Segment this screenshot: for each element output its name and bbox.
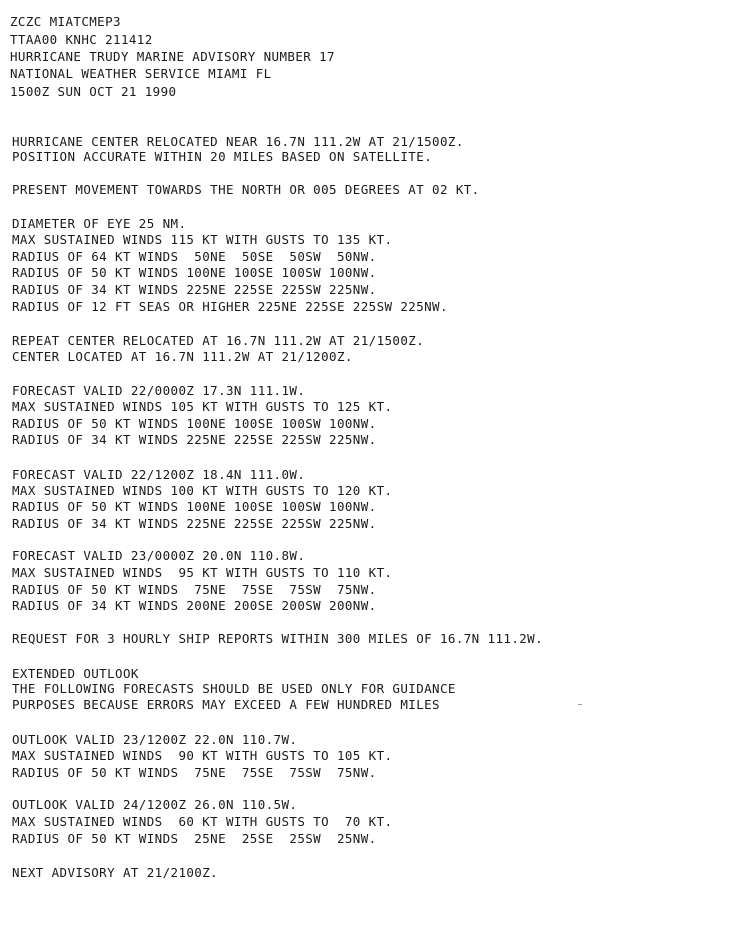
forecast-1-line-4: RADIUS OF 34 KT WINDS 225NE 225SE 225SW 225NW. bbox=[12, 432, 377, 447]
forecast-3-line-3: RADIUS OF 50 KT WINDS 75NE 75SE 75SW 75NW. bbox=[12, 582, 377, 597]
outlook-1-line-3: RADIUS OF 50 KT WINDS 75NE 75SE 75SW 75NW. bbox=[12, 765, 377, 780]
forecast-2-line-2: MAX SUSTAINED WINDS 100 KT WITH GUSTS TO 120 KT. bbox=[12, 483, 393, 498]
forecast-3-line-2: MAX SUSTAINED WINDS 95 KT WITH GUSTS TO 110 KT. bbox=[12, 565, 393, 580]
current-line-5: RADIUS OF 34 KT WINDS 225NE 225SE 225SW 225NW. bbox=[12, 282, 377, 297]
outlook-2-line-1: OUTLOOK VALID 24/1200Z 26.0N 110.5W. bbox=[12, 797, 298, 812]
repeat-line-2: CENTER LOCATED AT 16.7N 111.2W AT 21/1200Z. bbox=[12, 349, 353, 364]
ship-report-request: REQUEST FOR 3 HOURLY SHIP REPORTS WITHIN 300 MILES OF 16.7N 111.2W. bbox=[12, 631, 544, 646]
outlook-2-line-3: RADIUS OF 50 KT WINDS 25NE 25SE 25SW 25NW. bbox=[12, 831, 377, 846]
current-line-6: RADIUS OF 12 FT SEAS OR HIGHER 225NE 225SE 225SW 225NW. bbox=[12, 299, 448, 314]
outlook-1-line-2: MAX SUSTAINED WINDS 90 KT WITH GUSTS TO 105 KT. bbox=[12, 748, 393, 763]
movement-line: PRESENT MOVEMENT TOWARDS THE NORTH OR 005 DEGREES AT 02 KT. bbox=[12, 182, 480, 197]
outlook-2-line-2: MAX SUSTAINED WINDS 60 KT WITH GUSTS TO 70 KT. bbox=[12, 814, 393, 829]
current-line-2: MAX SUSTAINED WINDS 115 KT WITH GUSTS TO 135 KT. bbox=[12, 232, 393, 247]
forecast-3-line-4: RADIUS OF 34 KT WINDS 200NE 200SE 200SW 200NW. bbox=[12, 598, 377, 613]
forecast-2-line-3: RADIUS OF 50 KT WINDS 100NE 100SE 100SW 100NW. bbox=[12, 499, 377, 514]
outlook-1-line-1: OUTLOOK VALID 23/1200Z 22.0N 110.7W. bbox=[12, 732, 298, 747]
current-line-4: RADIUS OF 50 KT WINDS 100NE 100SE 100SW 100NW. bbox=[12, 265, 377, 280]
relocation-line-1: HURRICANE CENTER RELOCATED NEAR 16.7N 111.2W AT 21/1500Z. bbox=[12, 134, 464, 149]
advisory-title: HURRICANE TRUDY MARINE ADVISORY NUMBER 17 bbox=[10, 49, 335, 64]
next-advisory: NEXT ADVISORY AT 21/2100Z. bbox=[12, 865, 219, 880]
extended-outlook-line-3: PURPOSES BECAUSE ERRORS MAY EXCEED A FEW HUNDRED MILES bbox=[12, 697, 440, 712]
extended-outlook-heading: EXTENDED OUTLOOK bbox=[12, 666, 139, 681]
repeat-line-1: REPEAT CENTER RELOCATED AT 16.7N 111.2W AT 21/1500Z. bbox=[12, 333, 425, 348]
extended-outlook-line-2: THE FOLLOWING FORECASTS SHOULD BE USED ONLY FOR GUIDANCE bbox=[12, 681, 456, 696]
forecast-1-line-2: MAX SUSTAINED WINDS 105 KT WITH GUSTS TO 125 KT. bbox=[12, 399, 393, 414]
current-line-3: RADIUS OF 64 KT WINDS 50NE 50SE 50SW 50NW. bbox=[12, 249, 377, 264]
issue-time: 1500Z SUN OCT 21 1990 bbox=[10, 84, 177, 99]
forecast-3-line-1: FORECAST VALID 23/0000Z 20.0N 110.8W. bbox=[12, 548, 306, 563]
header-line-4: NATIONAL WEATHER SERVICE MIAMI FL bbox=[10, 66, 272, 81]
forecast-1-line-1: FORECAST VALID 22/0000Z 17.3N 111.1W. bbox=[12, 383, 306, 398]
relocation-line-2: POSITION ACCURATE WITHIN 20 MILES BASED ON SATELLITE. bbox=[12, 149, 433, 164]
forecast-1-line-3: RADIUS OF 50 KT WINDS 100NE 100SE 100SW 100NW. bbox=[12, 416, 377, 431]
header-line-2: TTAA00 KNHC 211412 bbox=[10, 32, 153, 47]
header-line-1: ZCZC MIATCMEP3 bbox=[10, 14, 121, 29]
forecast-2-line-1: FORECAST VALID 22/1200Z 18.4N 111.0W. bbox=[12, 467, 306, 482]
forecast-2-line-4: RADIUS OF 34 KT WINDS 225NE 225SE 225SW 225NW. bbox=[12, 516, 377, 531]
stray-mark bbox=[578, 704, 582, 705]
current-line-1: DIAMETER OF EYE 25 NM. bbox=[12, 216, 187, 231]
